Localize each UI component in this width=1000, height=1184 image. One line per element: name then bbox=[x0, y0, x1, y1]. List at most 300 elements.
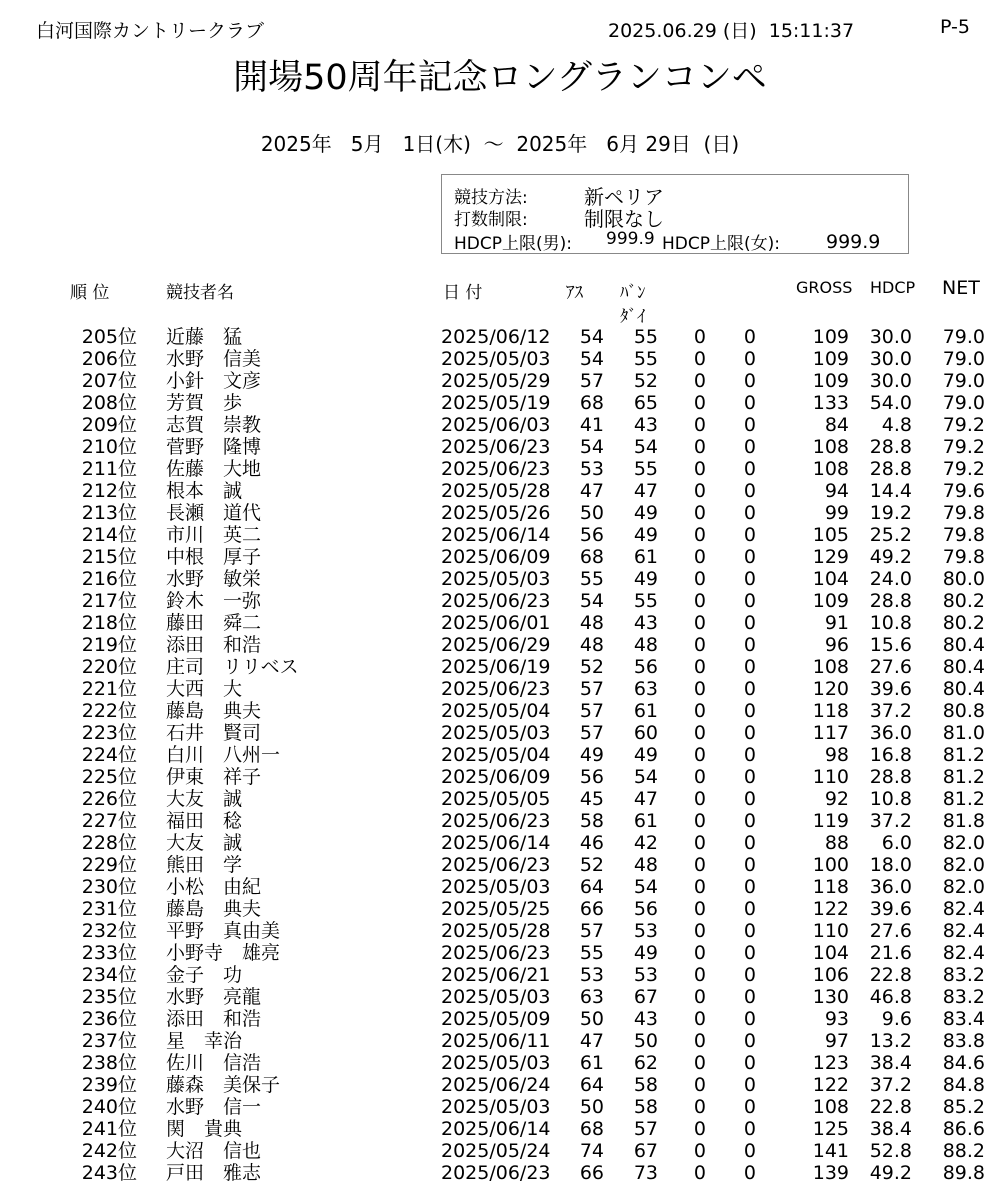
cell-x2: 0 bbox=[743, 414, 756, 436]
cell-x2: 0 bbox=[743, 1052, 756, 1074]
cell-name: 芳賀 歩 bbox=[166, 392, 243, 414]
cell-x1: 0 bbox=[693, 678, 706, 700]
cell-net: 81.2 bbox=[942, 744, 985, 766]
cell-name: 小針 文彦 bbox=[166, 370, 262, 392]
cell-date: 2025/06/11 bbox=[441, 1030, 551, 1052]
cell-rank: 241位 bbox=[81, 1118, 137, 1140]
cell-gross: 108 bbox=[812, 436, 849, 458]
cell-x2: 0 bbox=[743, 788, 756, 810]
column-header-in: ﾊﾞﾝ bbox=[620, 283, 646, 303]
cell-rank: 212位 bbox=[81, 480, 137, 502]
cell-name: 藤島 典夫 bbox=[166, 700, 262, 722]
cell-x2: 0 bbox=[743, 678, 756, 700]
cell-in: 56 bbox=[633, 656, 658, 678]
cell-name: 水野 敏栄 bbox=[166, 568, 262, 590]
table-row bbox=[0, 854, 1000, 876]
cell-hdcp: 10.8 bbox=[869, 612, 912, 634]
cell-x1: 0 bbox=[693, 920, 706, 942]
cell-gross: 93 bbox=[824, 1008, 849, 1030]
cell-name: 水野 亮龍 bbox=[166, 986, 262, 1008]
table-row bbox=[0, 678, 1000, 700]
cell-rank: 221位 bbox=[81, 678, 137, 700]
cell-rank: 231位 bbox=[81, 898, 137, 920]
cell-hdcp: 6.0 bbox=[881, 832, 912, 854]
cell-net: 88.2 bbox=[942, 1140, 985, 1162]
cell-name: 大友 誠 bbox=[166, 832, 243, 854]
cell-gross: 129 bbox=[812, 546, 849, 568]
cell-out: 55 bbox=[579, 568, 604, 590]
cell-out: 54 bbox=[579, 326, 604, 348]
cell-x1: 0 bbox=[693, 502, 706, 524]
cell-gross: 94 bbox=[824, 480, 849, 502]
cell-in: 47 bbox=[633, 788, 658, 810]
cell-in: 67 bbox=[633, 1140, 658, 1162]
table-row bbox=[0, 634, 1000, 656]
cell-x2: 0 bbox=[743, 898, 756, 920]
cell-name: 佐川 信浩 bbox=[166, 1052, 262, 1074]
table-row bbox=[0, 1140, 1000, 1162]
cell-date: 2025/06/23 bbox=[441, 678, 551, 700]
cell-out: 57 bbox=[579, 678, 604, 700]
cell-date: 2025/06/21 bbox=[441, 964, 551, 986]
cell-name: 藤島 典夫 bbox=[166, 898, 262, 920]
cell-in: 63 bbox=[633, 678, 658, 700]
cell-name: 庄司 リリベス bbox=[166, 656, 299, 678]
cell-x1: 0 bbox=[693, 524, 706, 546]
cell-x1: 0 bbox=[693, 1052, 706, 1074]
cell-date: 2025/06/23 bbox=[441, 810, 551, 832]
cell-out: 50 bbox=[579, 1096, 604, 1118]
cell-rank: 223位 bbox=[81, 722, 137, 744]
cell-date: 2025/05/24 bbox=[441, 1140, 551, 1162]
cell-rank: 229位 bbox=[81, 854, 137, 876]
cell-x2: 0 bbox=[743, 744, 756, 766]
cell-hdcp: 28.8 bbox=[869, 458, 912, 480]
cell-rank: 236位 bbox=[81, 1008, 137, 1030]
cell-in: 62 bbox=[633, 1052, 658, 1074]
cell-x2: 0 bbox=[743, 964, 756, 986]
cell-out: 52 bbox=[579, 854, 604, 876]
table-row bbox=[0, 480, 1000, 502]
cell-x2: 0 bbox=[743, 832, 756, 854]
cell-x2: 0 bbox=[743, 1162, 756, 1184]
cell-out: 56 bbox=[579, 524, 604, 546]
cell-x1: 0 bbox=[693, 898, 706, 920]
table-row bbox=[0, 414, 1000, 436]
cell-date: 2025/05/19 bbox=[441, 392, 551, 414]
cell-net: 83.8 bbox=[942, 1030, 985, 1052]
cell-out: 58 bbox=[579, 810, 604, 832]
cell-date: 2025/06/29 bbox=[441, 634, 551, 656]
cell-net: 79.2 bbox=[942, 458, 985, 480]
cell-in: 49 bbox=[633, 942, 658, 964]
cell-date: 2025/06/23 bbox=[441, 1162, 551, 1184]
cell-name: 鈴木 一弥 bbox=[166, 590, 262, 612]
cell-in: 61 bbox=[633, 546, 658, 568]
cell-rank: 218位 bbox=[81, 612, 137, 634]
table-row bbox=[0, 590, 1000, 612]
table-row bbox=[0, 370, 1000, 392]
cell-rank: 220位 bbox=[81, 656, 137, 678]
cell-name: 小松 由紀 bbox=[166, 876, 262, 898]
cell-date: 2025/05/03 bbox=[441, 722, 551, 744]
cell-rank: 210位 bbox=[81, 436, 137, 458]
cell-name: 戸田 雅志 bbox=[166, 1162, 262, 1184]
cell-in: 57 bbox=[633, 1118, 658, 1140]
cell-hdcp: 49.2 bbox=[869, 1162, 912, 1184]
cell-x2: 0 bbox=[743, 810, 756, 832]
cell-in: 48 bbox=[633, 634, 658, 656]
cell-rank: 209位 bbox=[81, 414, 137, 436]
cell-out: 68 bbox=[579, 546, 604, 568]
hdcp-female-label: HDCP上限(女): bbox=[662, 234, 780, 254]
cell-in: 54 bbox=[633, 436, 658, 458]
cell-net: 84.8 bbox=[942, 1074, 985, 1096]
column-header-date: 日 付 bbox=[443, 283, 483, 303]
cell-out: 46 bbox=[579, 832, 604, 854]
cell-gross: 125 bbox=[812, 1118, 849, 1140]
cell-x2: 0 bbox=[743, 700, 756, 722]
cell-out: 49 bbox=[579, 744, 604, 766]
cell-date: 2025/05/26 bbox=[441, 502, 551, 524]
cell-name: 中根 厚子 bbox=[166, 546, 262, 568]
cell-gross: 88 bbox=[824, 832, 849, 854]
cell-hdcp: 36.0 bbox=[869, 876, 912, 898]
cell-x1: 0 bbox=[693, 1162, 706, 1184]
cell-date: 2025/05/03 bbox=[441, 1096, 551, 1118]
cell-name: 根本 誠 bbox=[166, 480, 243, 502]
table-row bbox=[0, 1162, 1000, 1184]
cell-x1: 0 bbox=[693, 656, 706, 678]
cell-hdcp: 49.2 bbox=[869, 546, 912, 568]
cell-name: 平野 真由美 bbox=[166, 920, 281, 942]
cell-x2: 0 bbox=[743, 722, 756, 744]
cell-x2: 0 bbox=[743, 348, 756, 370]
ranking-table bbox=[0, 326, 1000, 1184]
column-header-hdcp: HDCP bbox=[870, 278, 916, 297]
cell-in: 49 bbox=[633, 524, 658, 546]
cell-hdcp: 27.6 bbox=[869, 920, 912, 942]
cell-out: 54 bbox=[579, 436, 604, 458]
cell-net: 79.6 bbox=[942, 480, 985, 502]
cell-x1: 0 bbox=[693, 986, 706, 1008]
cell-out: 66 bbox=[579, 898, 604, 920]
cell-hdcp: 54.0 bbox=[869, 392, 912, 414]
cell-in: 42 bbox=[633, 832, 658, 854]
cell-date: 2025/05/03 bbox=[441, 348, 551, 370]
cell-rank: 211位 bbox=[81, 458, 137, 480]
cell-date: 2025/05/05 bbox=[441, 788, 551, 810]
cell-date: 2025/05/29 bbox=[441, 370, 551, 392]
cell-x1: 0 bbox=[693, 854, 706, 876]
cell-rank: 239位 bbox=[81, 1074, 137, 1096]
cell-name: 白川 八州一 bbox=[166, 744, 281, 766]
method-value: 新ペリア bbox=[584, 185, 664, 209]
cell-date: 2025/06/14 bbox=[441, 524, 551, 546]
cell-hdcp: 52.8 bbox=[869, 1140, 912, 1162]
cell-out: 50 bbox=[579, 1008, 604, 1030]
cell-net: 82.0 bbox=[942, 876, 985, 898]
cell-in: 53 bbox=[633, 964, 658, 986]
table-row bbox=[0, 458, 1000, 480]
table-row bbox=[0, 700, 1000, 722]
cell-rank: 242位 bbox=[81, 1140, 137, 1162]
cell-rank: 230位 bbox=[81, 876, 137, 898]
cell-rank: 226位 bbox=[81, 788, 137, 810]
table-row bbox=[0, 546, 1000, 568]
cell-net: 80.8 bbox=[942, 700, 985, 722]
cell-name: 星 幸治 bbox=[166, 1030, 243, 1052]
cell-hdcp: 28.8 bbox=[869, 436, 912, 458]
cell-out: 54 bbox=[579, 348, 604, 370]
column-header-name: 競技者名 bbox=[166, 283, 234, 303]
cell-out: 53 bbox=[579, 458, 604, 480]
cell-net: 79.8 bbox=[942, 502, 985, 524]
cell-x1: 0 bbox=[693, 1074, 706, 1096]
table-row bbox=[0, 524, 1000, 546]
cell-name: 大西 大 bbox=[166, 678, 243, 700]
table-row bbox=[0, 1008, 1000, 1030]
cell-gross: 108 bbox=[812, 1096, 849, 1118]
cell-name: 菅野 隆博 bbox=[166, 436, 262, 458]
cell-x1: 0 bbox=[693, 590, 706, 612]
cell-x1: 0 bbox=[693, 392, 706, 414]
cell-gross: 119 bbox=[812, 810, 849, 832]
cell-hdcp: 38.4 bbox=[869, 1118, 912, 1140]
cell-x2: 0 bbox=[743, 590, 756, 612]
table-row bbox=[0, 986, 1000, 1008]
cell-rank: 227位 bbox=[81, 810, 137, 832]
table-row bbox=[0, 766, 1000, 788]
cell-hdcp: 10.8 bbox=[869, 788, 912, 810]
cell-gross: 123 bbox=[812, 1052, 849, 1074]
cell-out: 57 bbox=[579, 920, 604, 942]
cell-name: 市川 英二 bbox=[166, 524, 262, 546]
cell-date: 2025/06/23 bbox=[441, 436, 551, 458]
cell-out: 68 bbox=[579, 1118, 604, 1140]
cell-x1: 0 bbox=[693, 1030, 706, 1052]
cell-hdcp: 19.2 bbox=[869, 502, 912, 524]
cell-net: 83.2 bbox=[942, 964, 985, 986]
cell-x2: 0 bbox=[743, 436, 756, 458]
cell-hdcp: 15.6 bbox=[869, 634, 912, 656]
cell-hdcp: 22.8 bbox=[869, 1096, 912, 1118]
cell-net: 79.0 bbox=[942, 370, 985, 392]
cell-in: 56 bbox=[633, 898, 658, 920]
cell-date: 2025/05/03 bbox=[441, 1052, 551, 1074]
cell-net: 81.0 bbox=[942, 722, 985, 744]
cell-rank: 233位 bbox=[81, 942, 137, 964]
limit-value: 制限なし bbox=[584, 207, 664, 231]
cell-rank: 240位 bbox=[81, 1096, 137, 1118]
cell-in: 73 bbox=[633, 1162, 658, 1184]
cell-out: 64 bbox=[579, 1074, 604, 1096]
cell-x1: 0 bbox=[693, 480, 706, 502]
cell-in: 47 bbox=[633, 480, 658, 502]
cell-date: 2025/06/24 bbox=[441, 1074, 551, 1096]
cell-in: 65 bbox=[633, 392, 658, 414]
cell-x1: 0 bbox=[693, 722, 706, 744]
cell-rank: 207位 bbox=[81, 370, 137, 392]
cell-x2: 0 bbox=[743, 568, 756, 590]
cell-gross: 109 bbox=[812, 590, 849, 612]
cell-name: 大沼 信也 bbox=[166, 1140, 262, 1162]
cell-x2: 0 bbox=[743, 326, 756, 348]
cell-in: 60 bbox=[633, 722, 658, 744]
cell-x1: 0 bbox=[693, 876, 706, 898]
cell-date: 2025/05/28 bbox=[441, 480, 551, 502]
cell-hdcp: 37.2 bbox=[869, 700, 912, 722]
cell-rank: 219位 bbox=[81, 634, 137, 656]
cell-out: 66 bbox=[579, 1162, 604, 1184]
cell-rank: 208位 bbox=[81, 392, 137, 414]
cell-net: 83.4 bbox=[942, 1008, 985, 1030]
cell-x1: 0 bbox=[693, 810, 706, 832]
cell-date: 2025/06/14 bbox=[441, 832, 551, 854]
table-row bbox=[0, 1118, 1000, 1140]
table-row bbox=[0, 920, 1000, 942]
table-row bbox=[0, 810, 1000, 832]
table-row bbox=[0, 876, 1000, 898]
cell-gross: 109 bbox=[812, 348, 849, 370]
cell-in: 55 bbox=[633, 326, 658, 348]
cell-name: 小野寺 雄亮 bbox=[166, 942, 281, 964]
cell-x1: 0 bbox=[693, 458, 706, 480]
cell-hdcp: 37.2 bbox=[869, 1074, 912, 1096]
cell-net: 82.4 bbox=[942, 942, 985, 964]
cell-x2: 0 bbox=[743, 524, 756, 546]
cell-gross: 122 bbox=[812, 1074, 849, 1096]
cell-net: 85.2 bbox=[942, 1096, 985, 1118]
table-row bbox=[0, 942, 1000, 964]
cell-name: 添田 和浩 bbox=[166, 1008, 262, 1030]
cell-x2: 0 bbox=[743, 546, 756, 568]
table-row bbox=[0, 722, 1000, 744]
table-row bbox=[0, 326, 1000, 348]
cell-x1: 0 bbox=[693, 414, 706, 436]
cell-date: 2025/06/23 bbox=[441, 854, 551, 876]
cell-date: 2025/06/23 bbox=[441, 458, 551, 480]
cell-gross: 99 bbox=[824, 502, 849, 524]
hdcp-male-label: HDCP上限(男): bbox=[454, 234, 572, 254]
cell-out: 56 bbox=[579, 766, 604, 788]
cell-x1: 0 bbox=[693, 568, 706, 590]
cell-out: 52 bbox=[579, 656, 604, 678]
cell-gross: 96 bbox=[824, 634, 849, 656]
cell-in: 54 bbox=[633, 876, 658, 898]
cell-name: 伊東 祥子 bbox=[166, 766, 262, 788]
cell-net: 82.0 bbox=[942, 854, 985, 876]
cell-x1: 0 bbox=[693, 1140, 706, 1162]
cell-net: 79.0 bbox=[942, 392, 985, 414]
cell-out: 57 bbox=[579, 370, 604, 392]
cell-x2: 0 bbox=[743, 1118, 756, 1140]
cell-x1: 0 bbox=[693, 546, 706, 568]
cell-out: 50 bbox=[579, 502, 604, 524]
cell-hdcp: 13.2 bbox=[869, 1030, 912, 1052]
cell-net: 80.2 bbox=[942, 612, 985, 634]
cell-gross: 104 bbox=[812, 568, 849, 590]
table-row bbox=[0, 656, 1000, 678]
cell-net: 79.2 bbox=[942, 414, 985, 436]
cell-name: 水野 信一 bbox=[166, 1096, 262, 1118]
cell-x1: 0 bbox=[693, 348, 706, 370]
cell-in: 58 bbox=[633, 1096, 658, 1118]
cell-in: 43 bbox=[633, 414, 658, 436]
cell-net: 80.4 bbox=[942, 678, 985, 700]
cell-rank: 222位 bbox=[81, 700, 137, 722]
cell-x2: 0 bbox=[743, 1008, 756, 1030]
cell-hdcp: 38.4 bbox=[869, 1052, 912, 1074]
cell-hdcp: 39.6 bbox=[869, 678, 912, 700]
cell-net: 79.0 bbox=[942, 326, 985, 348]
cell-net: 80.4 bbox=[942, 634, 985, 656]
cell-hdcp: 37.2 bbox=[869, 810, 912, 832]
cell-x2: 0 bbox=[743, 920, 756, 942]
cell-rank: 238位 bbox=[81, 1052, 137, 1074]
cell-hdcp: 14.4 bbox=[869, 480, 912, 502]
cell-gross: 130 bbox=[812, 986, 849, 1008]
cell-rank: 224位 bbox=[81, 744, 137, 766]
cell-x2: 0 bbox=[743, 480, 756, 502]
cell-date: 2025/06/09 bbox=[441, 546, 551, 568]
cell-x1: 0 bbox=[693, 370, 706, 392]
cell-x1: 0 bbox=[693, 436, 706, 458]
cell-gross: 100 bbox=[812, 854, 849, 876]
cell-hdcp: 36.0 bbox=[869, 722, 912, 744]
cell-rank: 214位 bbox=[81, 524, 137, 546]
cell-name: 藤田 舜二 bbox=[166, 612, 262, 634]
cell-rank: 215位 bbox=[81, 546, 137, 568]
table-row bbox=[0, 348, 1000, 370]
cell-date: 2025/05/03 bbox=[441, 568, 551, 590]
cell-in: 67 bbox=[633, 986, 658, 1008]
cell-in: 61 bbox=[633, 700, 658, 722]
column-header-gross: GROSS bbox=[796, 278, 853, 297]
method-label: 競技方法: bbox=[454, 188, 528, 208]
cell-gross: 105 bbox=[812, 524, 849, 546]
cell-out: 47 bbox=[579, 480, 604, 502]
cell-x1: 0 bbox=[693, 964, 706, 986]
cell-gross: 104 bbox=[812, 942, 849, 964]
cell-net: 84.6 bbox=[942, 1052, 985, 1074]
cell-out: 74 bbox=[579, 1140, 604, 1162]
cell-name: 近藤 猛 bbox=[166, 326, 243, 348]
cell-net: 80.2 bbox=[942, 590, 985, 612]
cell-gross: 92 bbox=[824, 788, 849, 810]
cell-gross: 110 bbox=[812, 920, 849, 942]
cell-hdcp: 4.8 bbox=[881, 414, 912, 436]
cell-x2: 0 bbox=[743, 876, 756, 898]
cell-x1: 0 bbox=[693, 788, 706, 810]
cell-name: 佐藤 大地 bbox=[166, 458, 262, 480]
cell-gross: 109 bbox=[812, 326, 849, 348]
cell-x2: 0 bbox=[743, 634, 756, 656]
cell-x1: 0 bbox=[693, 766, 706, 788]
cell-date: 2025/06/01 bbox=[441, 612, 551, 634]
cell-gross: 133 bbox=[812, 392, 849, 414]
cell-rank: 243位 bbox=[81, 1162, 137, 1184]
cell-name: 長瀬 道代 bbox=[166, 502, 262, 524]
cell-hdcp: 30.0 bbox=[869, 348, 912, 370]
cell-gross: 97 bbox=[824, 1030, 849, 1052]
cell-x2: 0 bbox=[743, 1096, 756, 1118]
cell-in: 61 bbox=[633, 810, 658, 832]
table-row bbox=[0, 436, 1000, 458]
table-row bbox=[0, 502, 1000, 524]
cell-net: 79.8 bbox=[942, 546, 985, 568]
cell-gross: 108 bbox=[812, 458, 849, 480]
